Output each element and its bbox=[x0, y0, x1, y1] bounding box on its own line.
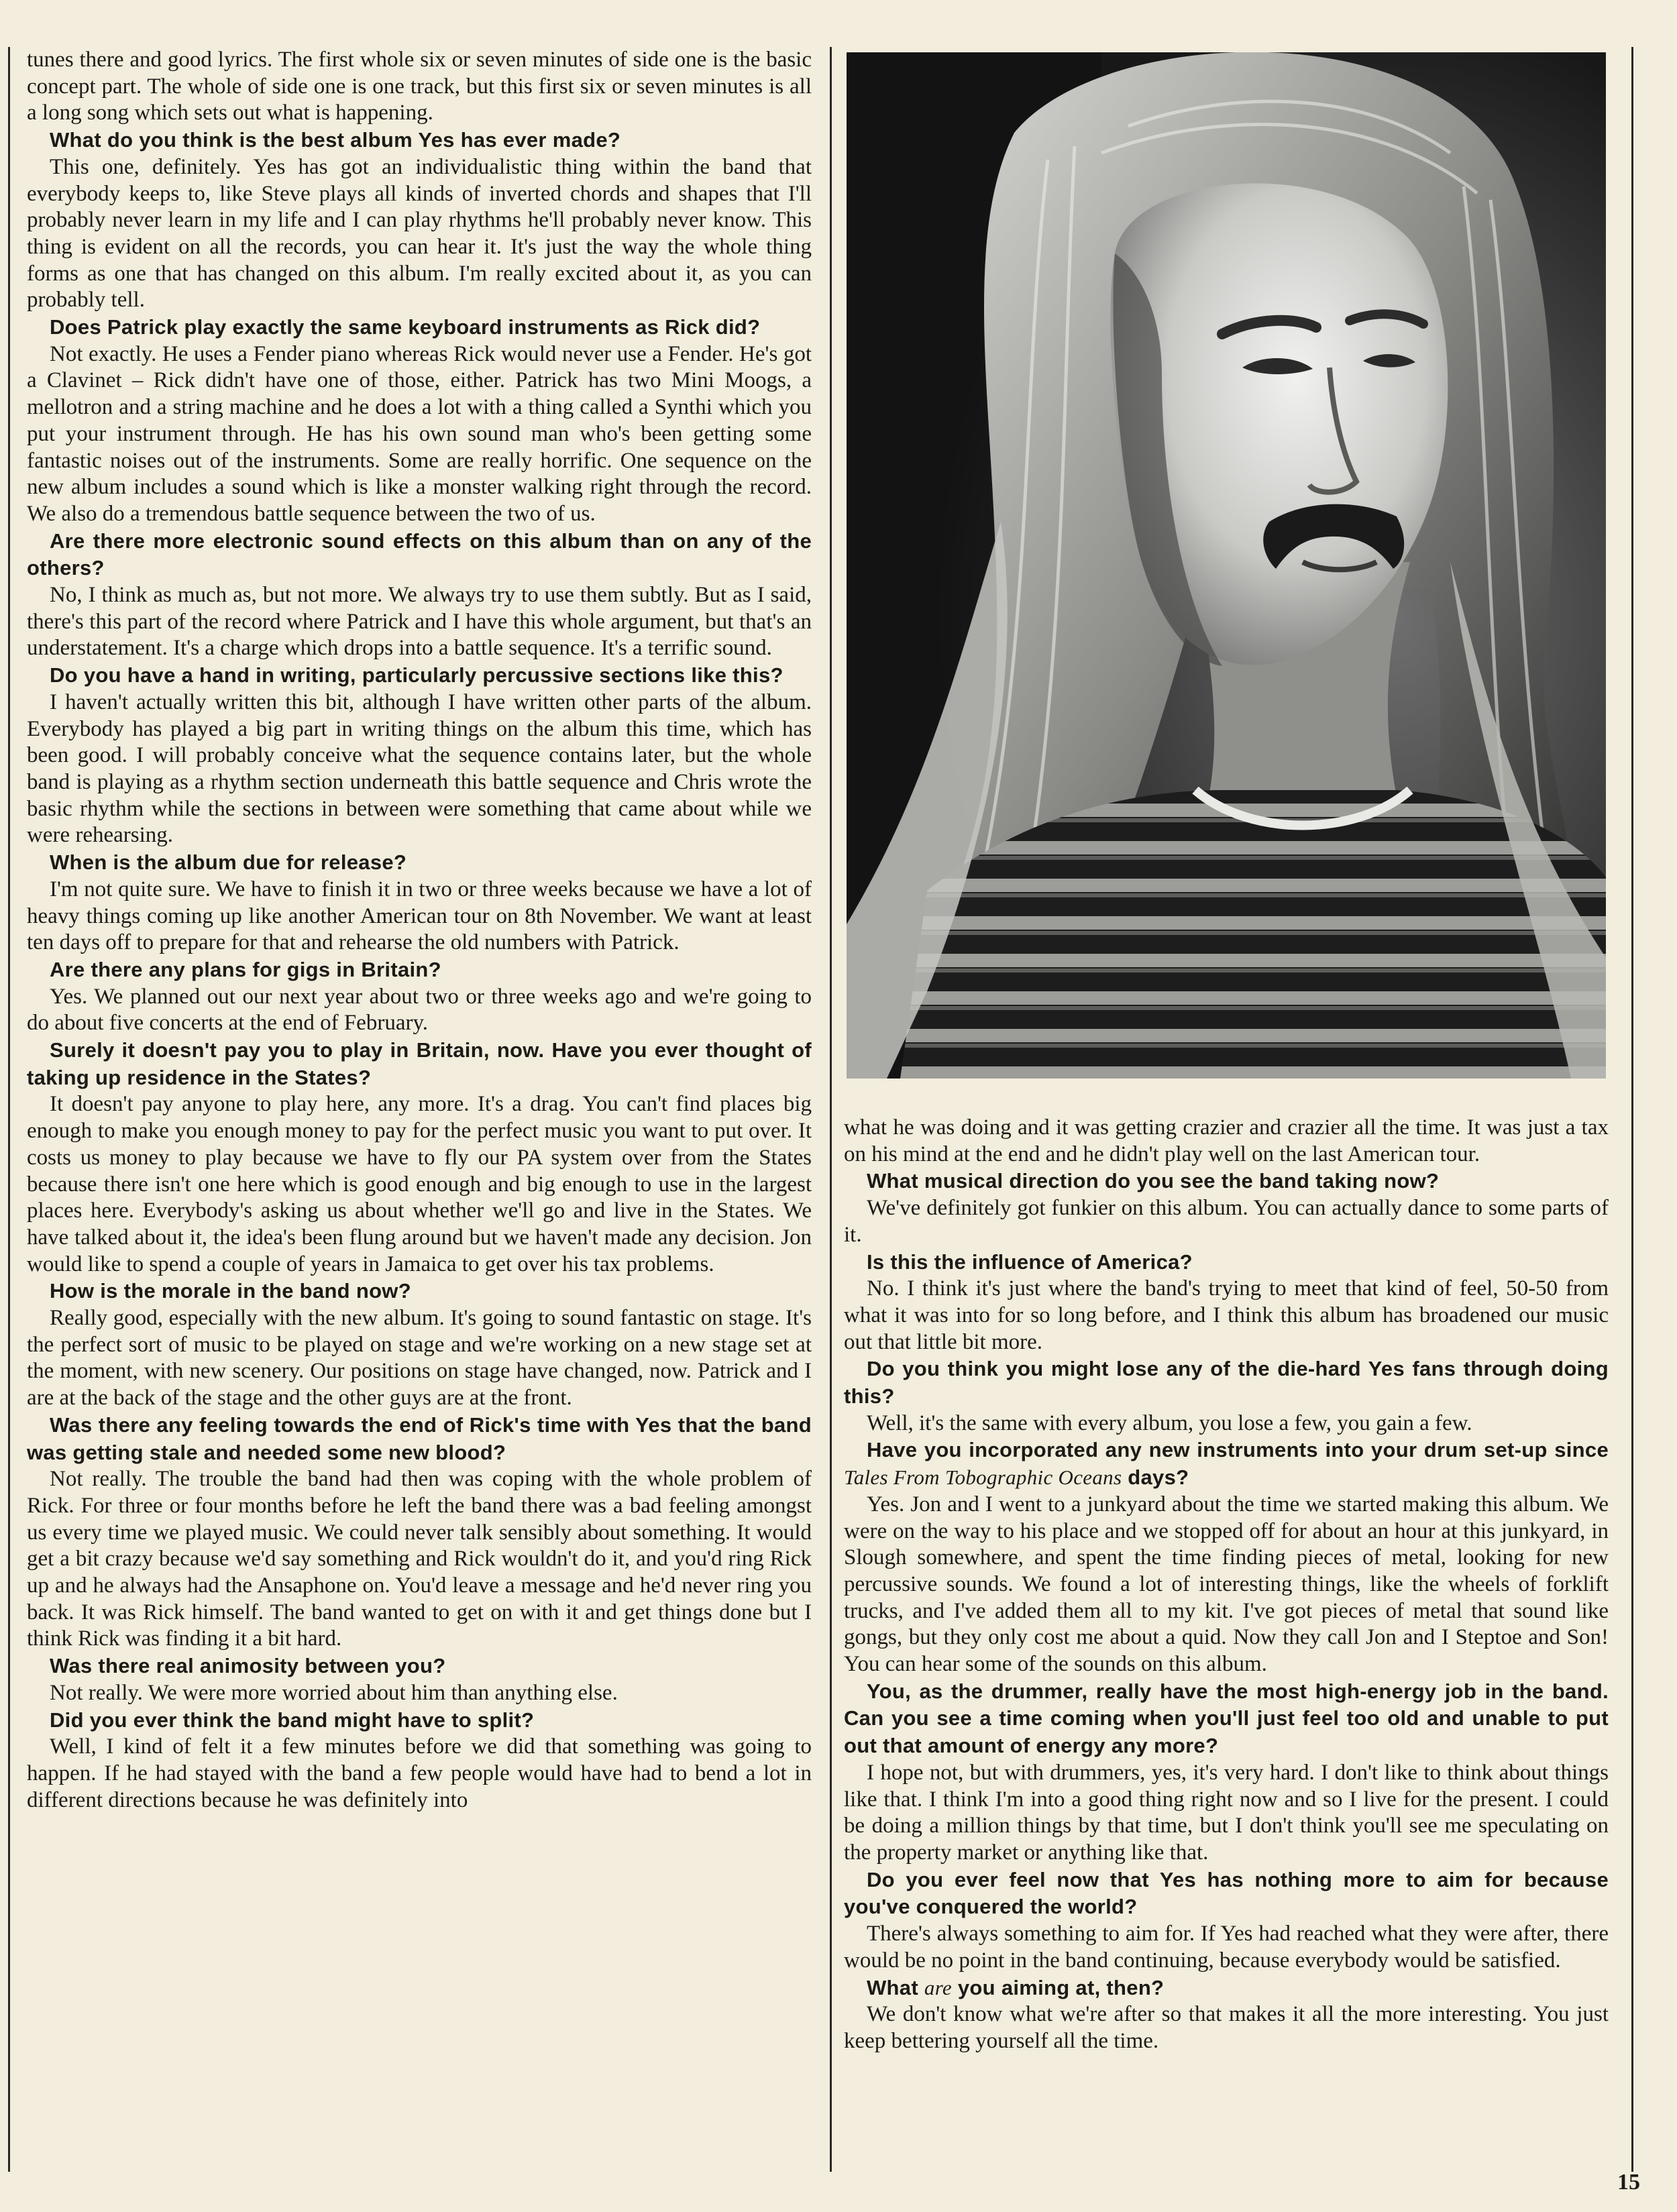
interview-question: Are there any plans for gigs in Britain? bbox=[50, 957, 441, 981]
interview-question: What musical direction do you see the band taking now? bbox=[867, 1169, 1440, 1193]
interview-answer: Well, I kind of felt it a few minutes before we did that something was going to happen. If he had stayed with the band a few people would have had to bend a lot in different directions because he was definitely into bbox=[27, 1734, 812, 1812]
interview-answer: I haven't actually written this bit, although I have written other parts of the album. Everybody has played a big part in writing things on the album this time, which has been good. I will probably conceive what the sequence contains later, but the whole band is playing as a rhythm section underneath this battle sequence and Chris wrote the basic rhythm while the sections in between were something that came about while we were rehearsing. bbox=[27, 689, 812, 848]
interview-answer: Well, it's the same with every album, you lose a few, you gain a few. bbox=[867, 1411, 1472, 1435]
column-rule-right bbox=[1631, 47, 1633, 2172]
interview-answer: Yes. Jon and I went to a junkyard about the time we started making this album. We were on the way to his place and we stopped off for about an hour at this junkyard, in Slough somewhere, and spent the time finding pieces of metal, looking for new percussive sounds. We found a lot of interesting things, like the wheels of forklift trucks, and I've added them all to my kit. I've got pieces of metal that sound like gongs, but they only cost me about a quid. Now they call Jon and I Steptoe and Son! You can hear some of the sounds on this album. bbox=[844, 1492, 1609, 1677]
interview-answer: Not really. The trouble the band had then was coping with the whole problem of Rick. For three or four months before he left the band there was a bad feeling amongst us every time we played music. We could never talk sensibly about something. It would get a bit crazy because we'd say something and Rick wouldn't do it, and you'd ring Rick up and he always had the Ansaphone on. You'd leave a message and he'd never ring you back. It was Rick himself. The band wanted to get on with it and get things done but I think Rick was finding it a bit hard. bbox=[27, 1467, 812, 1651]
interview-question: Surely it doesn't pay you to play in Britain, now. Have you ever thought of taking up residence in the States? bbox=[27, 1038, 812, 1089]
interview-answer: I hope not, but with drummers, yes, it's very hard. I don't like to think about things like that. I think I'm into a good thing right now and so I live for the present. I could be doing a million things by that time, but I don't think you'll see me speculating on the property market or anything like that. bbox=[844, 1760, 1609, 1865]
interview-question: What do you think is the best album Yes has ever made? bbox=[50, 128, 621, 152]
interview-question: Is this the influence of America? bbox=[867, 1250, 1193, 1274]
interview-answer: No, I think as much as, but not more. We always try to use them subtly. But as I said, there's this part of the record where Patrick and I have this whole argument, but that's an understatement. It's a charge which drops into a battle sequence. It's a terrific sound. bbox=[27, 583, 812, 661]
column-rule-left bbox=[8, 47, 10, 2172]
portrait-illustration bbox=[847, 52, 1606, 1079]
interview-answer: There's always something to aim for. If Yes had reached what they were after, there would be no point in the band continuing, because everybody would be satisfied. bbox=[844, 1922, 1609, 1973]
interview-answer: Not exactly. He uses a Fender piano whereas Rick would never use a Fender. He's got a Clavinet – Rick didn't have one of those, either. Patrick has two Mini Moogs, a mellotron and a string machine and he does a lot with a thing called a Synthi which you put your instrument through. He has his own sound man who's been getting some fantastic noises out of the instruments. Some are really horrific. One sequence on the new album includes a sound which is like a monster walking right through the record. We also do a tremendous battle sequence between the two of us. bbox=[27, 341, 812, 526]
interview-question: What are you aiming at, then? bbox=[867, 1975, 1165, 1999]
page-number: 15 bbox=[1617, 2170, 1640, 2195]
interview-answer: It doesn't pay anyone to play here, any more. It's a drag. You can't find places big enough to make you enough money to pay for the perfect music you want to put over. It costs us money to play because we have to fly our PA system over from the States because there isn't one here which is good enough and big enough to use in the largest places here. Everybody's asking us about whether we'll go and live in the States. We have talked about it, the idea's been flung around but we haven't made any decision. Jon would like to spend a couple of years in Jamaica to get over his tax problems. bbox=[27, 1092, 812, 1276]
interview-answer: what he was doing and it was getting crazier and crazier all the time. It was just a tax on his mind at the end and he didn't play well on the last American tour. bbox=[844, 1115, 1609, 1166]
interview-answer: We've definitely got funkier on this album. You can actually dance to some parts of it. bbox=[844, 1196, 1609, 1247]
right-column bbox=[844, 1115, 1609, 2055]
interview-question: Are there more electronic sound effects on this album than on any of the others? bbox=[27, 529, 812, 580]
left-column bbox=[27, 47, 812, 1814]
interview-question: Do you think you might lose any of the die-hard Yes fans through doing this? bbox=[844, 1357, 1609, 1408]
interview-question: Was there real animosity between you? bbox=[50, 1654, 446, 1678]
interview-answer: I'm not quite sure. We have to finish it in two or three weeks because we have a lot of heavy things coming up like another American tour on 8th November. We want at least ten days off to prepare for that and rehearse the old numbers with Patrick. bbox=[27, 877, 812, 955]
interview-question: Do you ever feel now that Yes has nothing more to aim for because you've conquered the world? bbox=[844, 1867, 1609, 1919]
interview-question: Was there any feeling towards the end of Rick's time with Yes that the band was getting stale and needed some new blood? bbox=[27, 1413, 812, 1464]
interview-question: Have you incorporated any new instruments into your drum set-up since Tales From Tobographic Oceans days? bbox=[844, 1438, 1609, 1490]
portrait-photo bbox=[847, 52, 1606, 1079]
interview-answer: tunes there and good lyrics. The first whole six or seven minutes of side one is the basic concept part. The whole of side one is one track, but this first six or seven minutes is all a long song which sets out what is happening. bbox=[27, 48, 812, 125]
interview-answer: Really good, especially with the new album. It's going to sound fantastic on stage. It's the perfect sort of music to be played on stage and we're working on a new stage set at the moment, with new scenery. Our positions on stage have changed, now. Patrick and I are at the back of the stage and the other guys are at the front. bbox=[27, 1306, 812, 1411]
interview-question: Does Patrick play exactly the same keyboard instruments as Rick did? bbox=[50, 315, 761, 339]
interview-question: You, as the drummer, really have the most high-energy job in the band. Can you see a time coming when you'll just feel too old and unable to put out that amount of energy any more? bbox=[844, 1679, 1609, 1758]
interview-question: How is the morale in the band now? bbox=[50, 1279, 411, 1303]
interview-answer: Not really. We were more worried about him than anything else. bbox=[50, 1680, 618, 1705]
column-rule-middle bbox=[830, 47, 832, 2172]
interview-question: Did you ever think the band might have to split? bbox=[50, 1708, 535, 1732]
interview-answer: We don't know what we're after so that makes it all the more interesting. You just keep bettering yourself all the time. bbox=[844, 2002, 1609, 2053]
interview-answer: This one, definitely. Yes has got an individualistic thing within the band that everybody keeps to, like Steve plays all kinds of inverted chords and shapes that I'll probably never learn in my life and I can play rhythms he'll probably never know. This thing is evident on all the records, you can hear it. It's just the way the whole thing forms as one that has changed on this album. I'm really excited about it, as you can probably tell. bbox=[27, 154, 812, 313]
interview-answer: Yes. We planned out our next year about two or three weeks ago and we're going to do about five concerts at the end of February. bbox=[27, 984, 812, 1036]
interview-question: When is the album due for release? bbox=[50, 850, 407, 875]
interview-question: Do you have a hand in writing, particularly percussive sections like this? bbox=[50, 663, 783, 687]
interview-answer: No. I think it's just where the band's trying to meet that kind of feel, 50-50 from what it was into for so long before, and I think this album has broadened our music out that little bit more. bbox=[844, 1276, 1609, 1354]
